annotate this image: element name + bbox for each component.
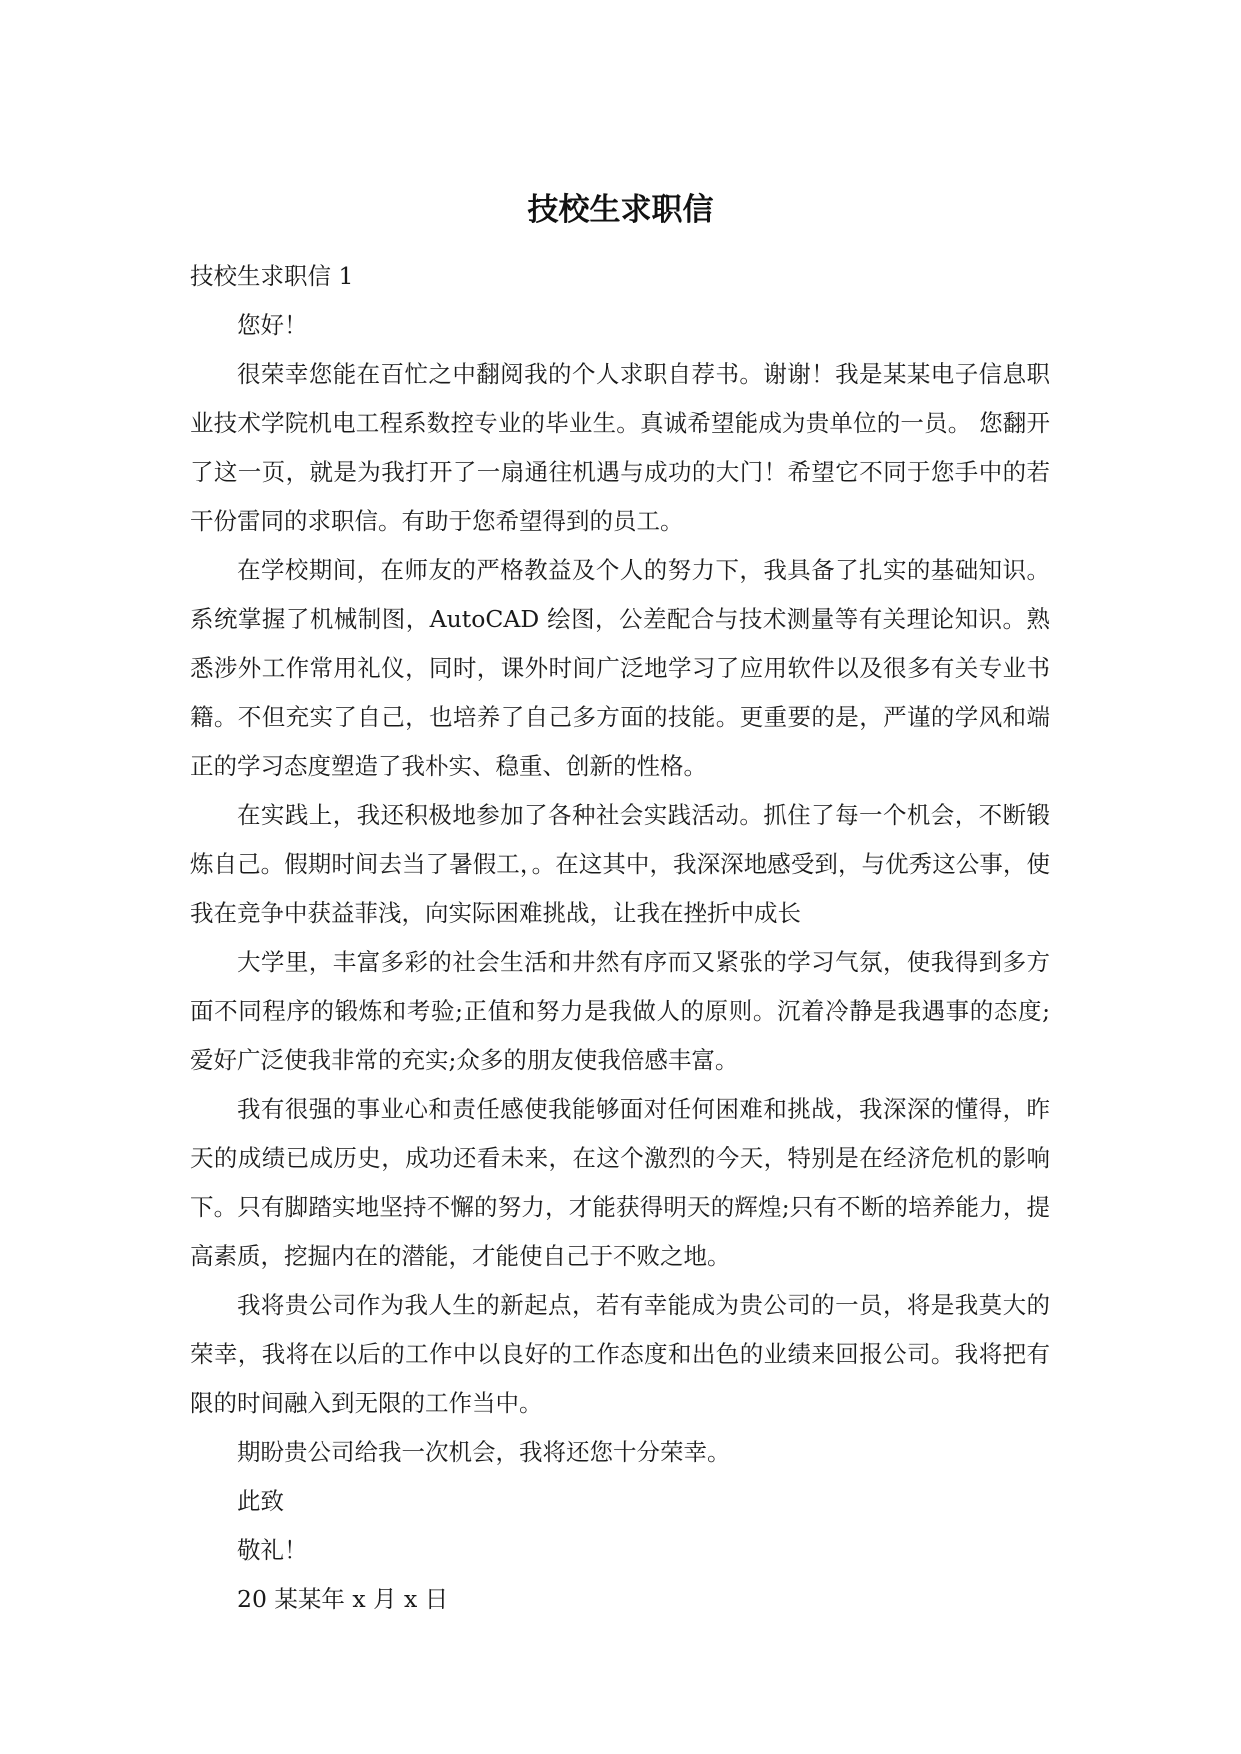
paragraph-ambition: 我有很强的事业心和责任感使我能够面对任何困难和挑战，我深深的懂得，昨天的成绩已成历史，成功还看未来，在这个激烈的今天，特别是在经济危机的影响下。只有脚踏实地坚持不懈的努力，才能获得明天的辉煌;只有不断的培养能力，提高素质，挖掘内在的潜能，才能使自己于不败之地。 [190, 1095, 1050, 1270]
paragraph-commitment: 我将贵公司作为我人生的新起点，若有幸能成为贵公司的一员，将是我莫大的荣幸，我将在以后的工作中以良好的工作态度和出色的业绩来回报公司。我将把有限的时间融入到无限的工作当中。 [190, 1291, 1050, 1417]
paragraph-college-life: 大学里，丰富多彩的社会生活和井然有序而又紧张的学习气氛，使我得到多方面不同程序的锻炼和考验;正值和努力是我做人的原则。沉着冷静是我遇事的态度;爱好广泛使我非常的充实;众多的朋友使我倍感丰富。 [190, 948, 1050, 1074]
closing-line-2: 敬礼！ [237, 1536, 308, 1564]
letter-date: 20 某某年 x 月 x 日 [237, 1585, 449, 1613]
paragraph-intro: 很荣幸您能在百忙之中翻阅我的个人求职自荐书。谢谢！我是某某电子信息职业技术学院机电工程系数控专业的毕业生。真诚希望能成为贵单位的一员。 您翻开了这一页，就是为我打开了一扇通往机遇与成功的大门！希望它不同于您手中的若干份雷同的求职信。有助于您希望得到的员工。 [190, 360, 1050, 535]
paragraph-education: 在学校期间，在师友的严格教益及个人的努力下，我具备了扎实的基础知识。系统掌握了机械制图，AutoCAD 绘图，公差配合与技术测量等有关理论知识。熟悉涉外工作常用礼仪，同时，课外时间广泛地学习了应用软件以及很多有关专业书籍。不但充实了自己，也培养了自己多方面的技能。更重要的是，严谨的学风和端正的学习态度塑造了我朴实、稳重、创新的性格。 [190, 556, 1050, 780]
document-body [190, 252, 1050, 1624]
salutation: 您好！ [237, 311, 308, 339]
document-title: 技校生求职信 [527, 192, 714, 228]
paragraph-practice: 在实践上，我还积极地参加了各种社会实践活动。抓住了每一个机会，不断锻炼自己。假期时间去当了暑假工，。在这其中，我深深地感受到，与优秀这公事，使我在竞争中获益菲浅，向实际困难挑战，让我在挫折中成长 [190, 801, 1050, 927]
paragraph-hope: 期盼贵公司给我一次机会，我将还您十分荣幸。 [237, 1438, 731, 1466]
letter-subtitle: 技校生求职信 1 [190, 262, 354, 290]
closing-line-1: 此致 [237, 1487, 284, 1515]
